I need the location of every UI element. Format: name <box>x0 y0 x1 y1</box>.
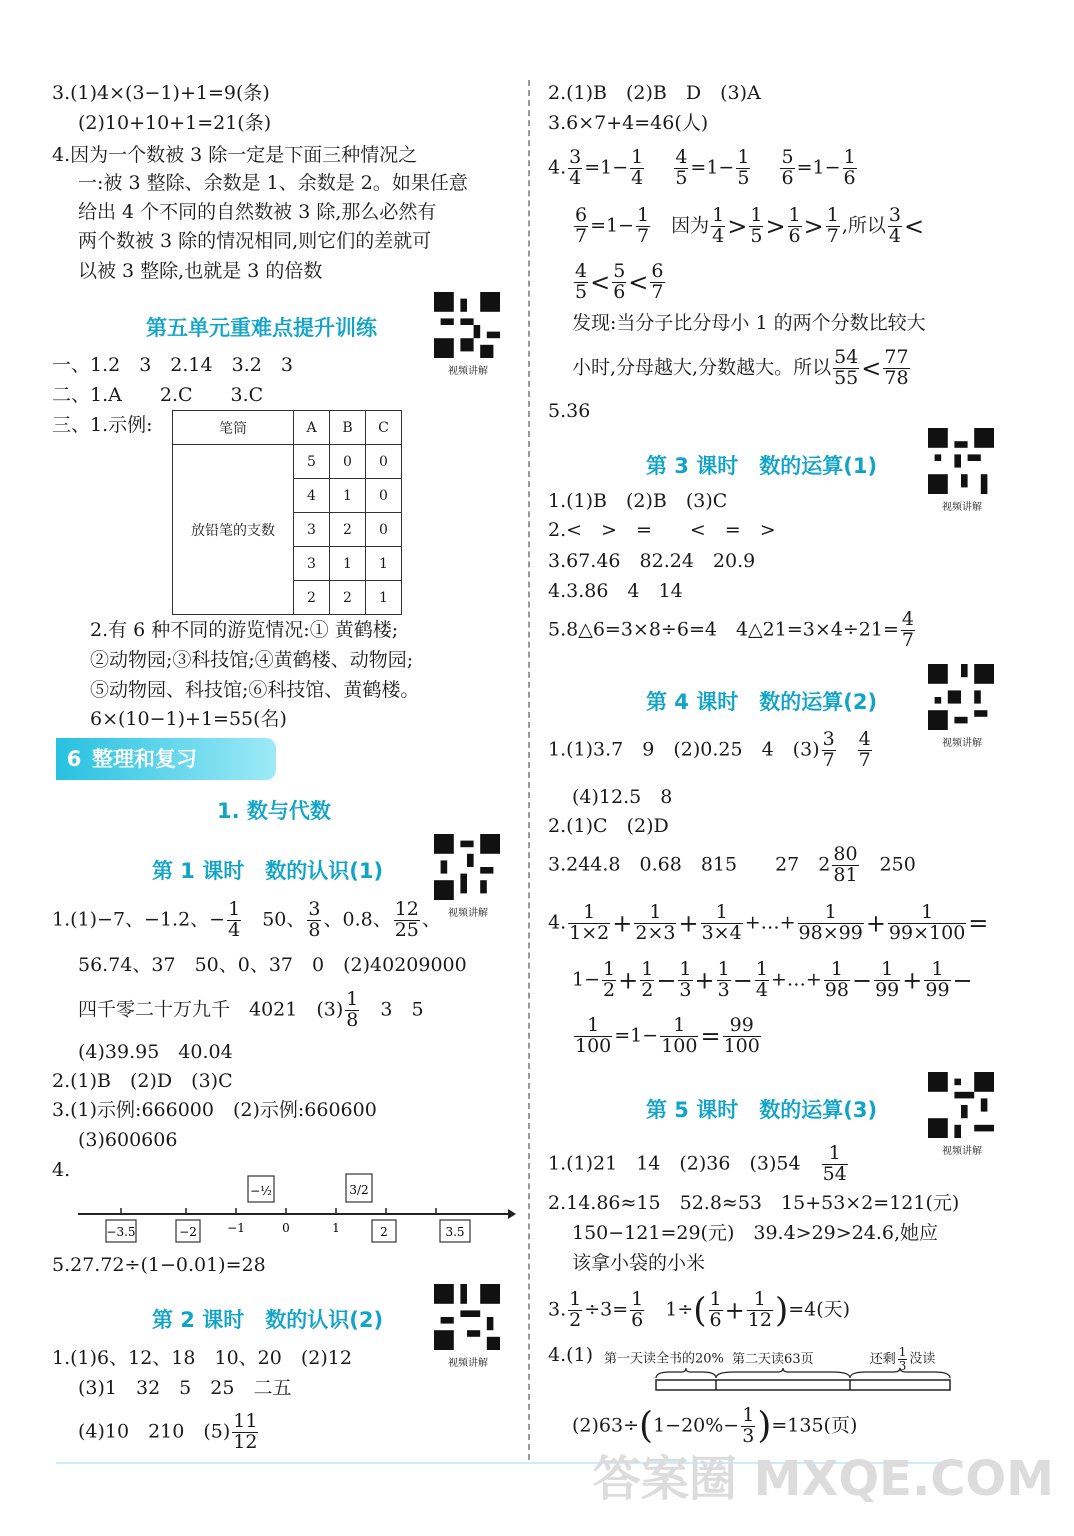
numerator: 1 <box>568 903 610 924</box>
fraction <box>755 960 769 1001</box>
fraction <box>822 1144 848 1185</box>
numerator: 1 <box>737 146 750 168</box>
text: =1− <box>584 156 629 179</box>
answer-line: $\frac{6}{7}$ =1− $\frac{1}{7}$ 因为 $\frac{1}{4}$ > $\frac{1}{5}$ > $\frac{1}{6}$ > $\frac{1}{7}$ ,所以 $\frac{3}{4}$ < <box>575 204 925 247</box>
answer-line: ⑤动物园、科技馆;⑥科技馆、黄鹤楼。 <box>90 679 420 701</box>
denominator: 4 <box>569 166 582 189</box>
numerator: 1 <box>709 1288 722 1310</box>
table-cell: 2 <box>294 581 330 615</box>
answer-line: 二、1.A 2.C 3.C <box>52 384 264 406</box>
denominator: 12 <box>747 1308 772 1331</box>
table-cell: 1 <box>366 547 402 581</box>
denominator: 5 <box>737 166 750 189</box>
answer-line: (2)10+10+1=21(条) <box>78 112 272 134</box>
denominator: 2×3 <box>635 921 676 944</box>
answer-line: ②动物园;③科技馆;④黄鹤楼、动物园; <box>90 649 414 671</box>
numerator: 1 <box>712 204 725 226</box>
numerator: 54 <box>834 346 859 368</box>
fraction <box>574 1016 612 1057</box>
fraction <box>568 1290 582 1331</box>
text: 250 <box>860 853 916 876</box>
numerator: 1 <box>742 1404 755 1426</box>
denominator: 81 <box>833 863 858 886</box>
lesson-title: 第 1 课时 数的认识(1) <box>152 859 384 883</box>
denominator: 2 <box>569 1308 582 1331</box>
fraction <box>824 960 850 1001</box>
numerator: 1 <box>898 1345 907 1359</box>
table-header: B <box>330 411 366 445</box>
text: 3.244.8 0.68 815 27 2 <box>548 853 831 876</box>
text: 小时,分母越大,分数越大。所以 <box>572 356 832 379</box>
numerator: 12 <box>394 898 419 920</box>
numerator: 1 <box>634 903 676 924</box>
text: 、0.8、 <box>323 908 392 931</box>
table-cell: 1 <box>330 547 366 581</box>
fraction <box>788 206 802 247</box>
answer-line: (4)12.5 8 <box>572 786 673 808</box>
table-cell: 0 <box>330 445 366 479</box>
qr-code-icon <box>928 428 994 494</box>
denominator: 4 <box>631 166 644 189</box>
numerator: 1 <box>747 1290 773 1311</box>
fraction <box>636 206 650 247</box>
segment-label: 第一天读全书的20% <box>604 1351 724 1367</box>
numerator: 99 <box>723 1016 761 1037</box>
fraction <box>711 206 725 247</box>
answer-line <box>548 148 859 189</box>
denominator: 2 <box>603 978 616 1001</box>
denominator: 4 <box>712 224 725 247</box>
fraction <box>568 148 582 189</box>
table-header: 笔筒 <box>173 411 294 445</box>
numerator: 5 <box>613 260 626 282</box>
chapter-banner <box>56 738 276 780</box>
denominator: 7 <box>651 280 664 303</box>
qr-code-icon <box>434 1284 500 1350</box>
denominator: 7 <box>575 224 588 247</box>
denominator: 3×4 <box>701 921 742 944</box>
text: 50、 <box>243 908 306 931</box>
text: 1.(1)3.7 9 (2)0.25 4 (3) <box>548 738 820 761</box>
numerator: 80 <box>833 843 858 865</box>
numerator: 1 <box>888 903 966 924</box>
fraction <box>832 845 858 886</box>
fraction <box>709 1290 723 1331</box>
fraction <box>843 148 857 189</box>
fraction <box>798 903 864 944</box>
fraction <box>227 900 241 941</box>
answer-line: 2.< > = < = > <box>548 519 776 541</box>
denominator: 5 <box>750 224 763 247</box>
numerator: 1 <box>228 898 241 920</box>
numerator: 5 <box>781 146 794 168</box>
text: 3 5 <box>361 998 424 1021</box>
numerator: 3 <box>308 898 321 920</box>
denominator: 100 <box>723 1034 760 1057</box>
answer-line: 4.(1) <box>548 1344 594 1366</box>
answer-line <box>78 990 424 1031</box>
fraction <box>307 900 321 941</box>
number-line <box>76 1170 516 1250</box>
chapter-number: 6 <box>66 747 82 771</box>
text: +…+ <box>770 968 822 991</box>
fraction <box>924 960 950 1001</box>
fraction <box>736 148 750 189</box>
text: ,所以 <box>841 214 886 237</box>
text: ÷3= <box>584 1298 629 1321</box>
fraction <box>602 960 616 1001</box>
answer-line <box>78 1412 260 1453</box>
answer-line: (2)63÷(1−20%− $\frac{1}{3}$ )=135(页) <box>572 1404 858 1447</box>
numerator: 4 <box>675 146 688 168</box>
answer-line: 1− $\frac{1}{2}$ + $\frac{1}{2}$ − $\frac{1}{3}$ + $\frac{1}{3}$ − $\frac{1}{4}$ +…+ $\frac{1}{98}$ − $\frac{1}{99}$ + $\frac{1}{99}$ − <box>572 958 973 1001</box>
bar-diagram <box>654 1368 954 1398</box>
fraction <box>650 262 664 303</box>
denominator: 100 <box>661 1034 698 1057</box>
text: (2)63÷ <box>572 1414 640 1437</box>
answer-line: 2.(1)B (2)D (3)C <box>52 1070 233 1092</box>
denominator: 4 <box>755 978 768 1001</box>
answer-line: 一、1.2 3 2.14 3.2 3 <box>52 354 293 376</box>
answer-line: 1.(1)B (2)B (3)C <box>548 490 728 512</box>
answer-line: 3. $\frac{1}{2}$ ÷3= $\frac{1}{6}$ 1÷( $\frac{1}{6}$ + $\frac{1}{12}$ )=4(天) <box>548 1288 851 1331</box>
text: 1.(1)−7、−1.2、− <box>52 908 226 931</box>
text: +…+ <box>744 911 796 934</box>
fraction <box>858 730 872 771</box>
numerator: 4 <box>858 728 871 750</box>
answer-line <box>548 610 917 651</box>
lesson-title: 第 3 课时 数的运算(1) <box>646 454 878 478</box>
numerator: 1 <box>631 1288 644 1310</box>
answer-line: 2.14.86≈15 52.8≈53 15+53×2=121(元) <box>548 1192 960 1214</box>
answer-line: 小时,分母越大,分数越大。所以 $\frac{54}{55}$ < $\frac{77}{78}$ <box>572 346 909 389</box>
answer-line: 4. $\frac{1}{1\times 2}$ + $\frac{1}{2\times 3}$ + $\frac{1}{3\times 4}$ +…+ $\frac{1}{98\times 99}$ + $\frac{1}{99\times 100}$ = <box>548 901 989 944</box>
text: 1÷ <box>646 1298 694 1321</box>
fraction <box>345 990 359 1031</box>
text: 、 <box>421 908 441 931</box>
numerator: 1 <box>822 1144 848 1165</box>
table-cell: 4 <box>294 479 330 513</box>
numerator: 3 <box>569 146 582 168</box>
fraction <box>723 1016 761 1057</box>
numerator: 6 <box>651 260 664 282</box>
answer-line: (4)39.95 40.04 <box>78 1041 233 1063</box>
denominator: 6 <box>709 1308 722 1331</box>
table-cell: 1 <box>366 581 402 615</box>
text: (4)10 210 (5) <box>78 1420 231 1443</box>
denominator: 4 <box>888 224 901 247</box>
denominator: 12 <box>233 1430 258 1453</box>
answer-line: 该拿小袋的小米 <box>572 1252 706 1274</box>
table-cell: 0 <box>366 513 402 547</box>
answer-line: 2.有 6 种不同的游览情况:① 黄鹤楼; <box>90 619 399 641</box>
fraction <box>888 206 902 247</box>
text: =1− <box>590 214 635 237</box>
fraction <box>901 610 915 651</box>
qr-label: 视频讲解 <box>448 908 488 919</box>
denominator: 99 <box>925 978 950 1001</box>
denominator: 99×100 <box>888 921 966 944</box>
denominator: 5 <box>675 166 688 189</box>
box-label: 3.5 <box>445 1225 465 1239</box>
qr-code-icon <box>434 834 500 900</box>
text: =1− <box>614 1024 659 1047</box>
text: 4. <box>548 156 567 179</box>
text: 1−20%− <box>653 1414 740 1437</box>
fraction <box>574 206 588 247</box>
fraction <box>232 1412 258 1453</box>
answer-line <box>52 900 441 941</box>
denominator: 3 <box>679 978 692 1001</box>
fraction <box>883 348 909 389</box>
denominator: 7 <box>826 224 839 247</box>
box-label: −2 <box>179 1225 197 1239</box>
subsection-title: 1. 数与代数 <box>217 799 331 823</box>
table-cell: 2 <box>330 581 366 615</box>
qr-code[interactable] <box>434 292 502 377</box>
answer-line: 3.(1)4×(3−1)+1=9(条) <box>52 82 270 104</box>
answer-line: 3.6×7+4=46(人) <box>548 112 709 134</box>
numerator: 1 <box>874 960 900 981</box>
answer-line: 5.27.72÷(1−0.01)=28 <box>52 1254 266 1276</box>
answer-line: 3.(1)示例:666000 (2)示例:660600 <box>52 1099 377 1121</box>
qr-code-icon <box>434 292 500 358</box>
numerator: 1 <box>701 903 743 924</box>
denominator: 4 <box>228 918 241 941</box>
fraction <box>780 148 794 189</box>
column-divider <box>528 80 530 1460</box>
table-cell: 1 <box>330 479 366 513</box>
denominator: 25 <box>394 918 419 941</box>
numerator: 1 <box>603 958 616 980</box>
fraction <box>874 960 900 1001</box>
section-title: 第五单元重难点提升训练 <box>146 316 377 340</box>
numerator: 77 <box>884 346 909 368</box>
denominator: 99 <box>875 978 900 1001</box>
answer-line: 发现:当分子比分母小 1 的两个分数比较大 <box>572 312 926 334</box>
denominator: 6 <box>843 166 856 189</box>
box-label-neg-half: −½ <box>250 1184 272 1198</box>
numerator: 4 <box>575 260 588 282</box>
fraction <box>568 903 610 944</box>
numerator: 6 <box>575 204 588 226</box>
numerator: 1 <box>750 204 763 226</box>
denominator: 7 <box>822 748 835 771</box>
numerator: 1 <box>660 1016 698 1037</box>
text: =4(天) <box>788 1298 851 1321</box>
answer-line: 一:被 3 整除、余数是 1、余数是 2。如果任意 <box>78 172 468 194</box>
box-label-three-halves: 3/2 <box>349 1183 369 1197</box>
answer-line: (3)1 32 5 25 二五 <box>78 1377 292 1399</box>
qr-label: 视频讲解 <box>448 366 488 377</box>
text: =1− <box>690 156 735 179</box>
denominator: 7 <box>901 628 914 651</box>
denominator: 1×2 <box>569 921 610 944</box>
text: 5.8△6=3×8÷6=4 4△21=3×4÷21= <box>548 618 899 641</box>
answer-line: 4.因为一个数被 3 除一定是下面三种情况之 <box>52 144 418 166</box>
answer-table <box>172 410 402 615</box>
text: 1.(1)21 14 (2)36 (3)54 <box>548 1152 820 1175</box>
denominator: 100 <box>575 1034 612 1057</box>
answer-line: 两个数被 3 除的情况相同,则它们的差就可 <box>78 230 432 252</box>
table-cell: 5 <box>294 445 330 479</box>
fraction <box>747 1290 773 1331</box>
answer-line: 56.74、37 50、0、37 0 (2)40209000 <box>78 954 467 976</box>
denominator: 78 <box>884 366 909 389</box>
numerator: 1 <box>679 958 692 980</box>
segment-label: 第二天读63页 <box>732 1351 814 1367</box>
answer-line: 1.(1)6、12、18 10、20 (2)12 <box>52 1347 352 1369</box>
answer-line: 以被 3 整除,也就是 3 的倍数 <box>78 260 323 282</box>
qr-code[interactable] <box>434 1284 502 1369</box>
answer-line: 2.(1)B (2)B D (3)A <box>548 82 761 104</box>
numerator: 1 <box>824 960 850 981</box>
denominator: 2 <box>641 978 654 1001</box>
lesson-title: 第 4 课时 数的运算(2) <box>646 690 878 714</box>
denominator: 3 <box>742 1424 755 1447</box>
fraction <box>574 262 588 303</box>
lesson-title: 第 2 课时 数的认识(2) <box>152 1308 384 1332</box>
fraction <box>674 148 688 189</box>
denominator: 8 <box>308 918 321 941</box>
tick-label: −1 <box>227 1221 245 1235</box>
fraction <box>630 1290 644 1331</box>
answer-line: $\frac{4}{5}$ < $\frac{5}{6}$ < $\frac{6}{7}$ <box>575 260 664 303</box>
table-header: A <box>294 411 330 445</box>
qr-code-icon <box>928 1072 994 1138</box>
text: 四千零二十万九千 4021 (3) <box>78 998 344 1021</box>
numerator: 1 <box>569 1288 582 1310</box>
denominator: 7 <box>637 224 650 247</box>
answer-line <box>548 730 874 771</box>
numerator: 1 <box>826 204 839 226</box>
qr-label: 视频讲解 <box>942 738 982 749</box>
qr-code[interactable] <box>928 1072 996 1157</box>
numerator: 3 <box>822 728 835 750</box>
answer-line: 3.67.46 82.24 20.9 <box>548 550 756 572</box>
segment-label: 还剩 <box>869 1351 896 1367</box>
fraction <box>394 900 420 941</box>
text: =135(页) <box>771 1414 858 1437</box>
fraction <box>701 903 743 944</box>
numerator: 1 <box>346 988 359 1010</box>
qr-code-icon <box>928 664 994 730</box>
table-cell: 0 <box>366 445 402 479</box>
table-cell: 0 <box>366 479 402 513</box>
denominator: 55 <box>834 366 859 389</box>
qr-code[interactable] <box>928 664 996 749</box>
answer-line: (3)600606 <box>78 1129 178 1151</box>
denominator: 7 <box>858 748 871 771</box>
denominator: 3 <box>717 978 730 1001</box>
qr-code[interactable] <box>434 834 502 919</box>
table-row-label: 放铅笔的支数 <box>173 445 294 615</box>
fraction <box>660 1016 698 1057</box>
denominator: 54 <box>822 1162 847 1185</box>
denominator: 98 <box>824 978 849 1001</box>
table-cell: 3 <box>294 513 330 547</box>
fraction <box>612 262 626 303</box>
fraction <box>826 206 840 247</box>
denominator: 8 <box>346 1008 359 1031</box>
answer-line: 4.3.86 4 14 <box>548 580 683 602</box>
qr-label: 视频讲解 <box>942 1146 982 1157</box>
qr-code[interactable] <box>928 428 996 513</box>
denominator: 3 <box>898 1358 907 1373</box>
numerator: 11 <box>233 1410 258 1432</box>
table-cell: 2 <box>330 513 366 547</box>
watermark: 答案圈 MXQE.COM <box>592 1451 1054 1507</box>
answer-line: $\frac{1}{100}$ =1− $\frac{1}{100}$ = $\frac{99}{100}$ <box>575 1014 760 1057</box>
denominator: 6 <box>631 1308 644 1331</box>
table-header: C <box>366 411 402 445</box>
table-cell: 3 <box>294 547 330 581</box>
tick-label: 1 <box>332 1221 340 1235</box>
denominator: 6 <box>781 166 794 189</box>
numerator: 4 <box>901 608 914 630</box>
denominator: 5 <box>575 280 588 303</box>
denominator: 6 <box>788 224 801 247</box>
numerator: 1 <box>641 958 654 980</box>
answer-line: 2.(1)C (2)D <box>548 815 669 837</box>
fraction <box>833 348 859 389</box>
fraction <box>888 903 966 944</box>
answer-line: 4. <box>52 1159 71 1181</box>
numerator: 1 <box>755 958 768 980</box>
fraction <box>678 960 692 1001</box>
chapter-title: 整理和复习 <box>92 747 197 771</box>
tick-label: 0 <box>282 1221 290 1235</box>
qr-label: 视频讲解 <box>942 502 982 513</box>
answer-line <box>548 1144 850 1185</box>
answer-line: 三、1.示例: <box>52 414 153 436</box>
fraction <box>630 148 644 189</box>
fraction <box>749 206 763 247</box>
qr-label: 视频讲解 <box>448 1358 488 1369</box>
numerator: 1 <box>798 903 864 924</box>
text: 因为 <box>652 214 710 237</box>
numerator: 1 <box>843 146 856 168</box>
answer-line: 5.36 <box>548 400 591 422</box>
box-label: 2 <box>380 1225 388 1239</box>
box-label: −3.5 <box>106 1225 136 1239</box>
denominator: 6 <box>613 280 626 303</box>
lesson-title: 第 5 课时 数的运算(3) <box>646 1098 878 1122</box>
numerator: 1 <box>637 204 650 226</box>
segment-label: 没读 <box>909 1351 936 1367</box>
numerator: 1 <box>574 1016 612 1037</box>
fraction <box>717 960 731 1001</box>
answer-line: 6×(10−1)+1=55(名) <box>90 708 287 730</box>
answer-line: 150−121=29(元) 39.4>29>24.6,她应 <box>572 1222 939 1244</box>
denominator: 98×99 <box>798 921 863 944</box>
text: 1− <box>572 968 601 991</box>
numerator: 1 <box>631 146 644 168</box>
fraction <box>634 903 676 944</box>
text: 4. <box>548 911 567 934</box>
answer-line: 给出 4 个不同的自然数被 3 除,那么必然有 <box>78 201 437 223</box>
text: =1− <box>796 156 841 179</box>
fraction <box>640 960 654 1001</box>
answer-line <box>548 845 916 886</box>
numerator: 1 <box>717 958 730 980</box>
numerator: 3 <box>888 204 901 226</box>
fraction <box>822 730 836 771</box>
numerator: 1 <box>788 204 801 226</box>
numerator: 1 <box>924 960 950 981</box>
text: 3. <box>548 1298 567 1321</box>
